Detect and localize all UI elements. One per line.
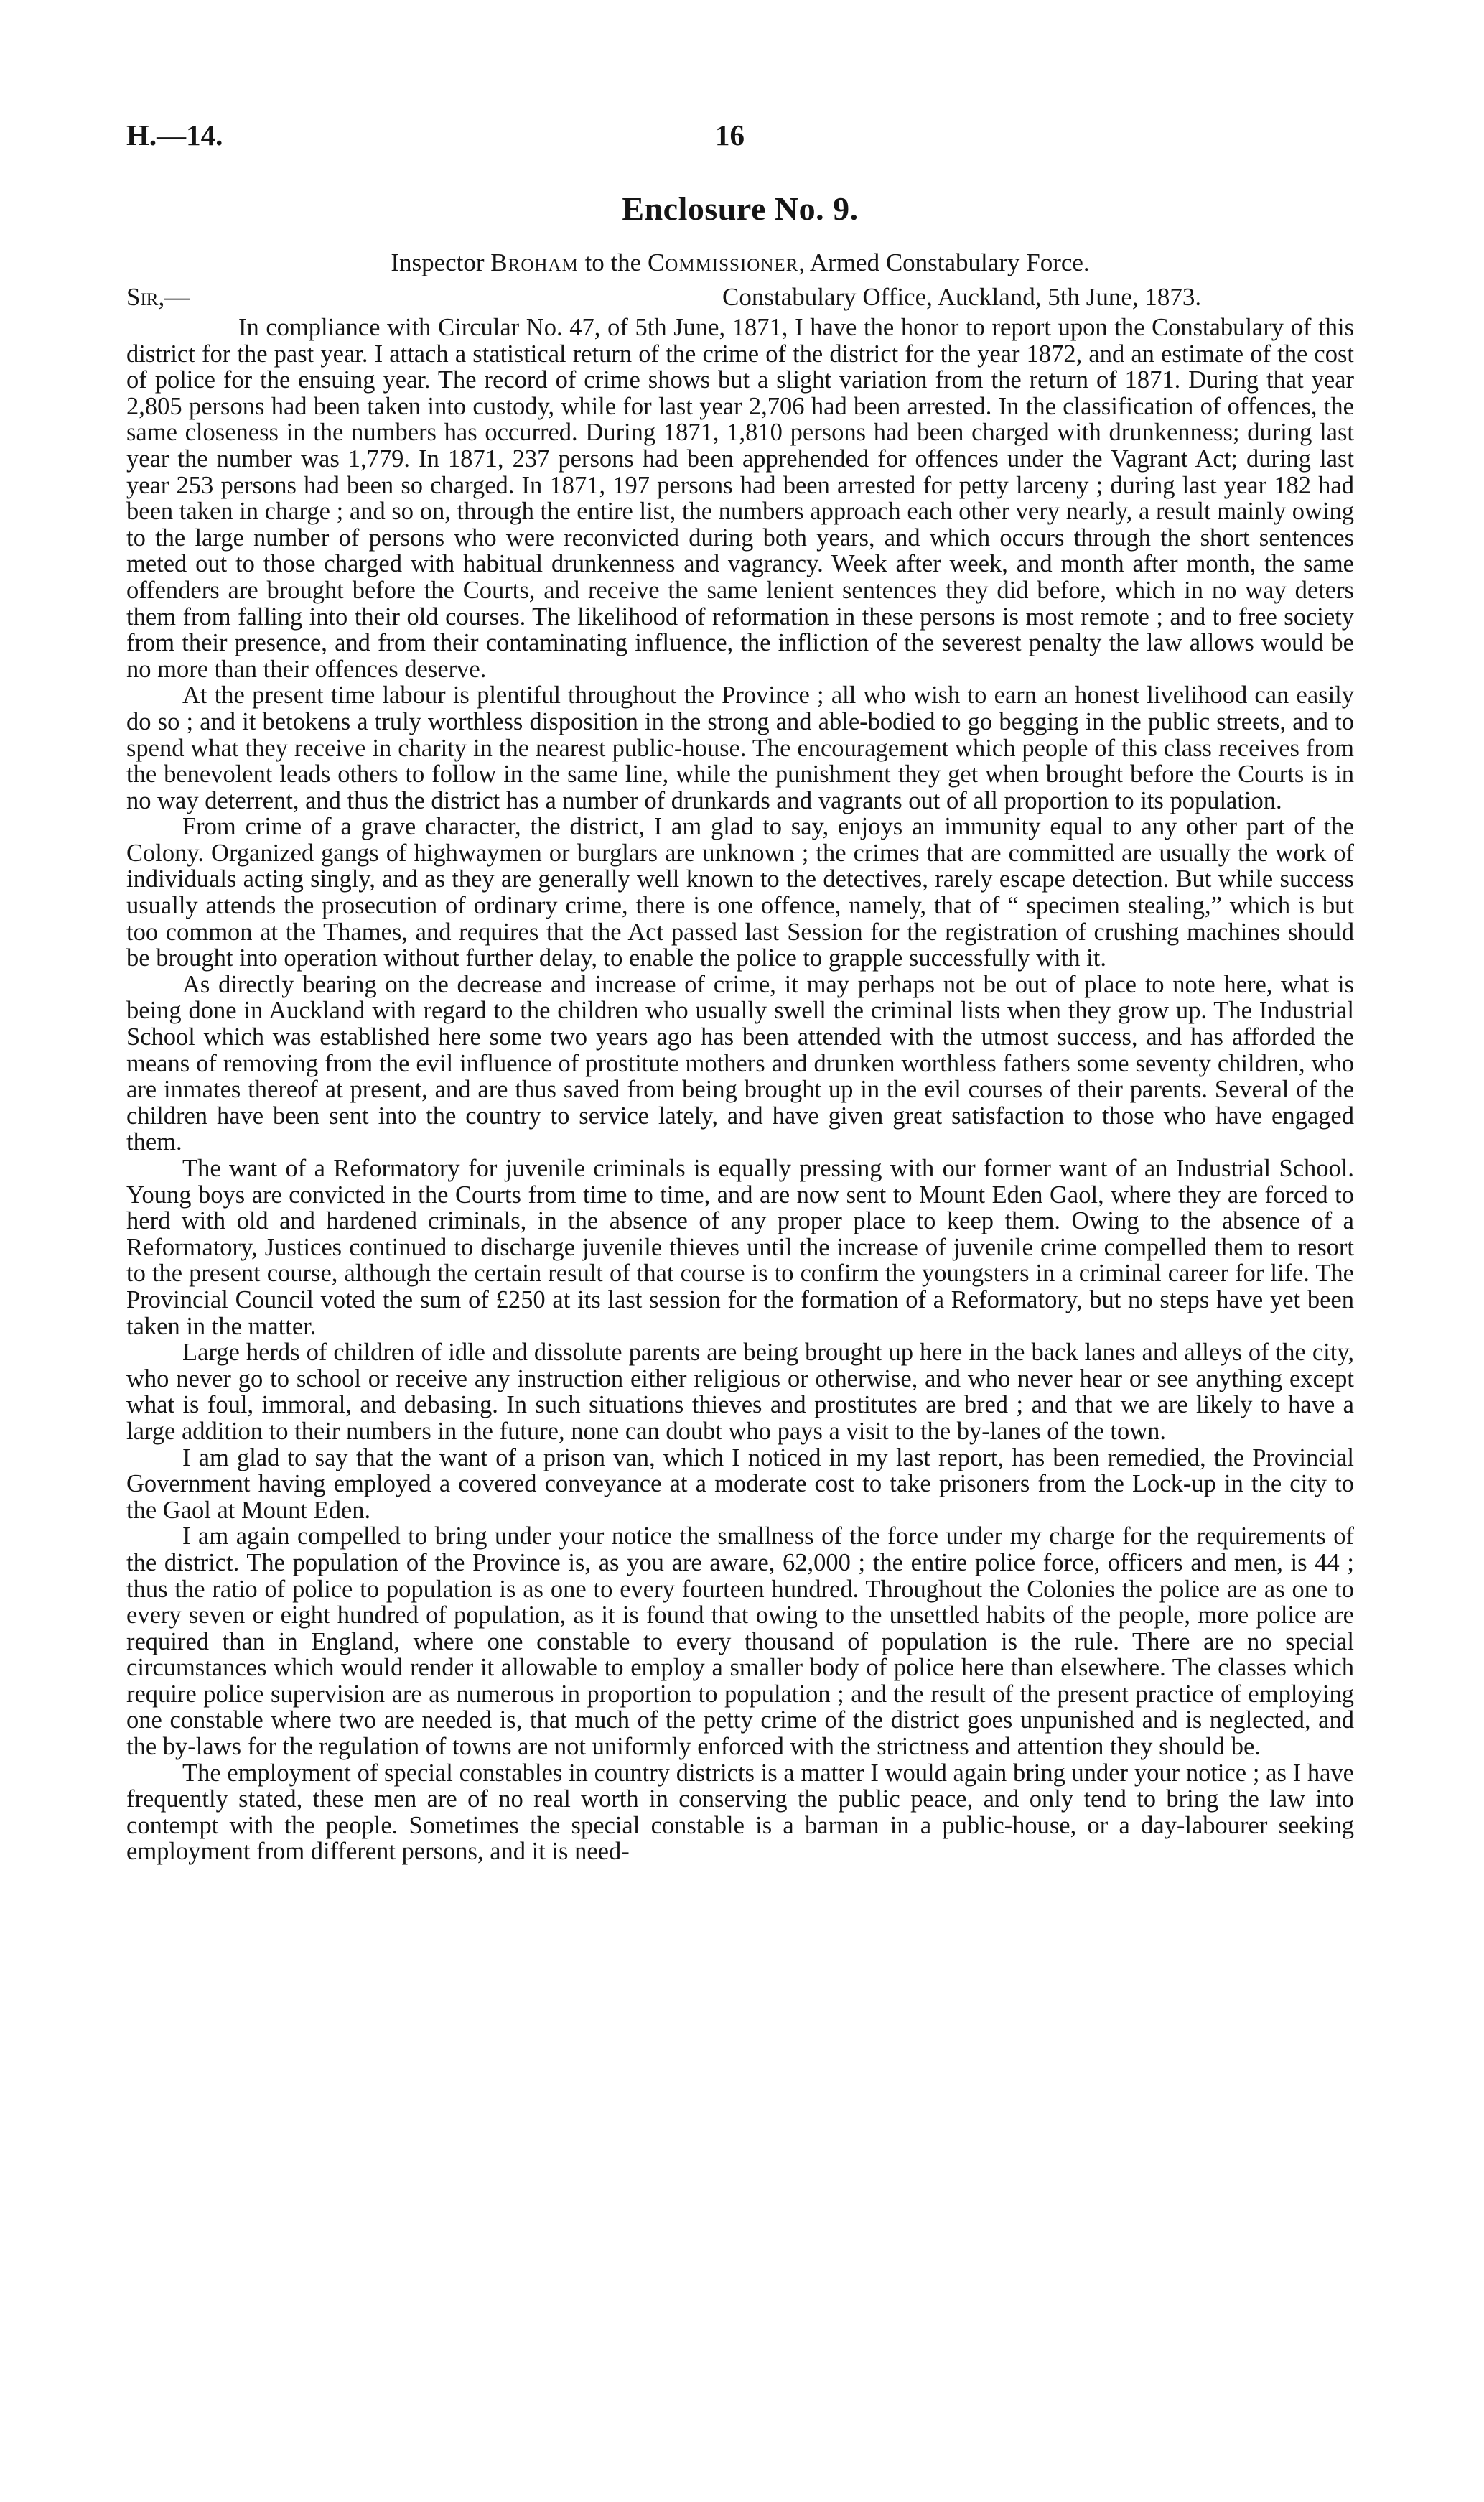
paragraph: The want of a Reformatory for juvenile criminals is equally pressing with our former want of an Industrial School. Young boys are convicted in the Courts from time to time, and are now sent to Mount Eden Gaol, where they are forced to herd with old and hardened criminals, in the absence of any proper place to keep them. Owing to the absence of a Reformatory, Justices continued to discharge juvenile thieves until the increase of juvenile crime compelled them to resort to the present course, although the certain result of that course is to confirm the youngsters in a criminal career for life. The Provincial Council voted the sum of £250 at its last session for the formation of a Reformatory, but no steps have yet been taken in the matter. (126, 1155, 1354, 1340)
document-reference: H.—14. (126, 118, 223, 152)
paragraph: The employment of special constables in country districts is a matter I would again bring under your notice ; as I have frequently stated, these men are of no real worth in conserving the public peace, and only tend to bring the law into contempt with the people. Sometimes the special constable is a barman in a public-house, or a day-labourer seeking employment from different persons, and it is need- (126, 1759, 1354, 1866)
subtitle-suffix: , Armed Constabulary Force. (798, 248, 1090, 276)
paragraph: At the present time labour is plentiful throughout the Province ; all who wish to earn an honest livelihood can easily do so ; and it betokens a truly worthless disposition in the strong and able-bodied to go begging in the public streets, and to spend what they receive in charity in the nearest public-house. The encouragement which people of this class receives from the benevolent leads others to follow in the same line, while the punishment they get when brought before the Courts is in no way deterrent, and thus the district has a number of drunkards and vagrants out of all proportion to its population. (126, 682, 1354, 814)
salutation: Sir,— (126, 283, 190, 311)
subtitle-middle: to the (584, 248, 642, 276)
paragraph: Large herds of children of idle and dissolute parents are being brought up here in the back lanes and alleys of the city, who never go to school or receive any instruction either religious or otherwise, and who never hear or see anything except what is foul, immoral, and debasing. In such situations thieves and prostitutes are bred ; and that we are likely to have a large addition to their numbers in the future, none can doubt who pays a visit to the by-lanes of the town. (126, 1339, 1354, 1445)
sender-name: Broham (490, 248, 579, 276)
enclosure-title: Enclosure No. 9. (622, 190, 859, 227)
recipient-title: Commissioner (647, 248, 799, 276)
letter-body (126, 315, 1354, 1865)
paragraph: I am again compelled to bring under your notice the smallness of the force under my charge for the requirements of the district. The population of the Province is, as you are aware, 62,000 ; the entire police force, officers and men, is 44 ; thus the ratio of police to population is as one to every fourteen hundred. Throughout the Colonies the police are as one to every seven or eight hundred of population, as it is found that owing to the unsettled habits of the people, more police are required than in England, where one constable to every thousand of population is the rule. There are no special circumstances which would render it allowable to employ a smaller body of police here than elsewhere. The classes which require police supervision are as numerous in proportion to population ; and the result of the present practice of employing one constable where two are needed is, that much of the petty crime of the district goes unpunished and is neglected, and the by-laws for the regulation of towns are not uniformly enforced with the strictness and attention they should be. (126, 1522, 1354, 1761)
page-header (126, 118, 1354, 161)
paragraph: In compliance with Circular No. 47, of 5th June, 1871, I have the honor to report upon the Constabulary of this district for the past year. I attach a statistical return of the crime of the district for the year 1872, and an estimate of the cost of police for the ensuing year. The record of crime shows but a slight variation from the return of 1871. During that year 2,805 persons had been taken into custody, while for last year 2,706 had been arrested. In the classification of offences, the same closeness in the numbers has occurred. During 1871, 1,810 persons had been charged with drunkenness; during last year the number was 1,779. In 1871, 237 persons had been apprehended for offences under the Vagrant Act; during last year 253 persons had been so charged. In 1871, 197 persons had been arrested for petty larceny ; during last year 182 had been taken in charge ; and so on, through the entire list, the numbers approach each other very nearly, a result mainly owing to the large number of persons who were reconvicted during both years, and which occurs through the short sentences meted out to those charged with habitual drunkenness and vagrancy. Week after week, and month after month, the same offenders are brought before the Courts, and receive the same lenient sentences they did before, which in no way deters them from falling into their old courses. The likelihood of reformation in these persons is most remote ; and to free society from their presence, and from their contaminating influence, the infliction of the severest penalty the law allows would be no more than their offences deserve. (126, 314, 1354, 683)
paragraph: As directly bearing on the decrease and increase of crime, it may perhaps not be out of place to note here, what is being done in Auckland with regard to the children who usually swell the criminal lists when they grow up. The Industrial School which was established here some two years ago has been attended with the utmost success, and has afforded the means of removing from the evil influence of prostitute mothers and drunken worthless fathers some seventy children, who are inmates thereof at present, and are thus saved from being brought up in the evil courses of their parents. Several of the children have been sent into the country to service lately, and have given great satisfaction to those who have engaged them. (126, 970, 1354, 1156)
letter-subtitle (126, 248, 1354, 277)
address-date: Constabulary Office, Auckland, 5th June, 1873. (722, 283, 1202, 311)
paragraph: From crime of a grave character, the district, I am glad to say, enjoys an immunity equal to any other part of the Colony. Organized gangs of highwaymen or burglars are unknown ; the crimes that are committed are usually the work of individuals acting singly, and as they are generally well known to the detectives, rarely escape detection. But while success usually attends the prosecution of ordinary crime, there is one offence, namely, that of “ specimen stealing,” which is but too common at the Thames, and requires that the Act passed last Session for the registration of crushing machines should be brought into operation without further delay, to enable the police to grapple successfully with it. (126, 813, 1354, 972)
paragraph: I am glad to say that the want of a prison van, which I noticed in my last report, has been remedied, the Provincial Government having employed a covered conveyance at a moderate cost to take prisoners from the Lock-up in the city to the Gaol at Mount Eden. (126, 1443, 1354, 1524)
salutation-line (126, 283, 1354, 316)
subtitle-prefix: Inspector (391, 248, 485, 276)
page-number: 16 (715, 118, 745, 152)
document-page (126, 0, 1354, 2502)
